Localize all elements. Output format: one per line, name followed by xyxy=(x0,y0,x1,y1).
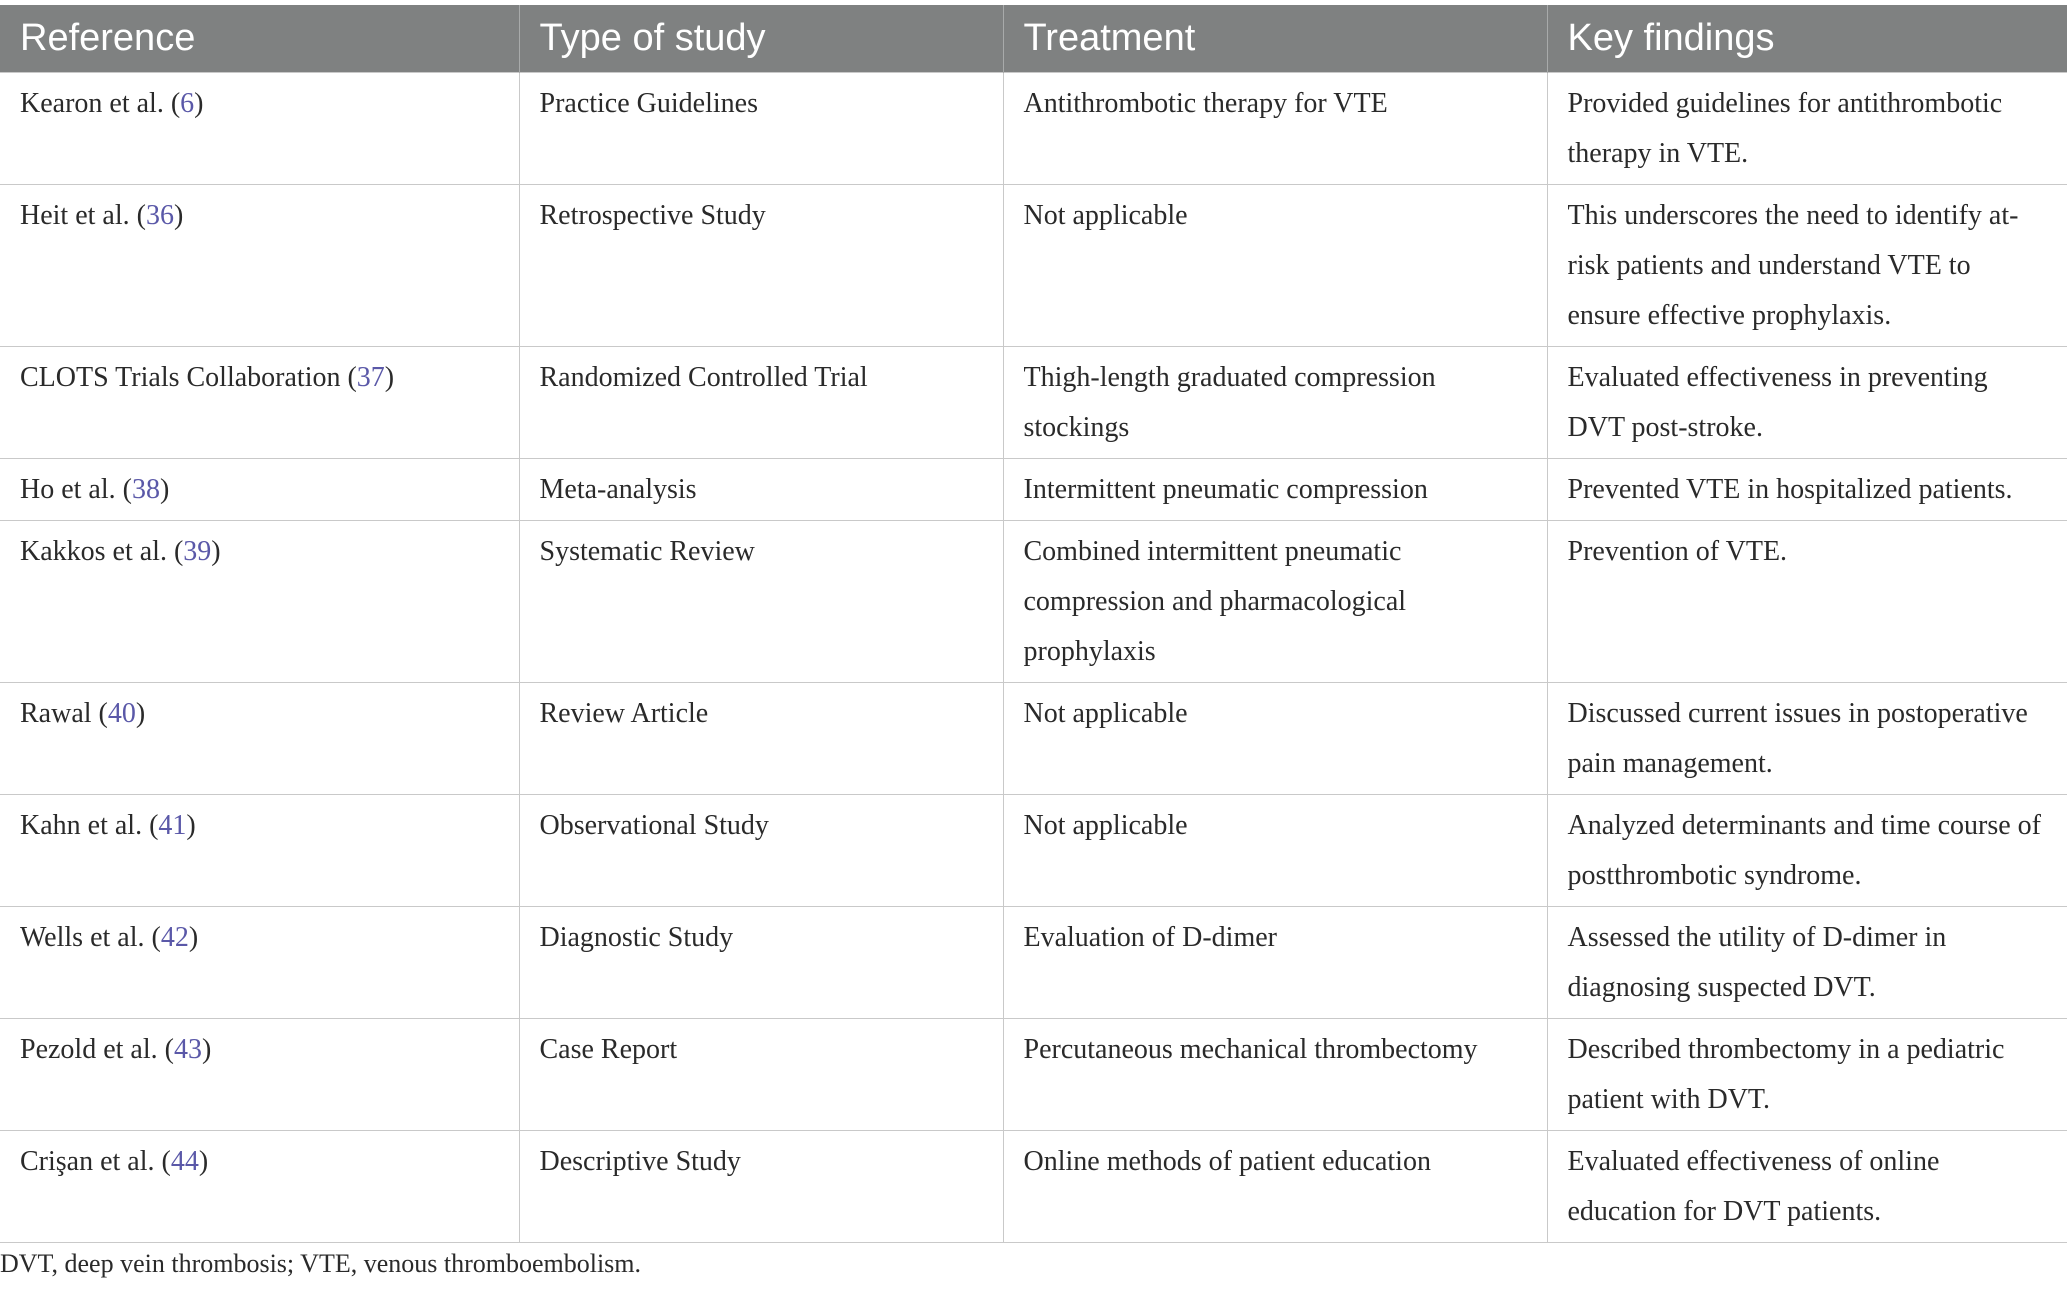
reference-link[interactable]: 44 xyxy=(170,1146,199,1177)
cell-reference xyxy=(0,795,519,907)
cell-key-findings: Assessed the utility of D-dimer in diagnosing suspected DVT. xyxy=(1547,907,2067,1019)
cell-key-findings: Described thrombectomy in a pediatric patient with DVT. xyxy=(1547,1019,2067,1131)
cell-type-of-study: Review Article xyxy=(519,683,1003,795)
cell-reference xyxy=(0,907,519,1019)
cell-treatment: Antithrombotic therapy for VTE xyxy=(1003,73,1547,185)
table-header-row xyxy=(0,5,2067,73)
reference-link[interactable]: 38 xyxy=(131,474,160,505)
cell-reference xyxy=(0,347,519,459)
cell-reference xyxy=(0,683,519,795)
closing-paren: ) xyxy=(159,474,170,505)
closing-paren: ) xyxy=(173,200,184,231)
author-text: Crişan et al. ( xyxy=(20,1146,171,1177)
table-row xyxy=(0,1131,2067,1243)
cell-type-of-study: Retrospective Study xyxy=(519,185,1003,347)
reference-link[interactable]: 42 xyxy=(160,922,189,953)
closing-paren: ) xyxy=(198,1146,209,1177)
cell-treatment: Combined intermittent pneumatic compression and pharmacological prophylaxis xyxy=(1003,521,1547,683)
cell-type-of-study: Meta-analysis xyxy=(519,459,1003,521)
closing-paren: ) xyxy=(186,810,196,841)
cell-reference xyxy=(0,185,519,347)
table-row xyxy=(0,459,2067,521)
table-row xyxy=(0,347,2067,459)
reference-link[interactable]: 37 xyxy=(356,362,385,393)
cell-treatment: Evaluation of D-dimer xyxy=(1003,907,1547,1019)
cell-reference xyxy=(0,459,519,521)
closing-paren: ) xyxy=(384,362,395,393)
studies-table-container xyxy=(0,5,2067,1243)
cell-reference xyxy=(0,521,519,683)
cell-key-findings: Analyzed determinants and time course of postthrombotic syndrome. xyxy=(1547,795,2067,907)
reference-link[interactable]: 6 xyxy=(180,88,195,119)
cell-key-findings: Prevention of VTE. xyxy=(1547,521,2067,683)
cell-reference xyxy=(0,1131,519,1243)
table-row xyxy=(0,907,2067,1019)
table-row xyxy=(0,521,2067,683)
table-row xyxy=(0,73,2067,185)
cell-key-findings: Discussed current issues in postoperative pain management. xyxy=(1547,683,2067,795)
table-body xyxy=(0,73,2067,1243)
author-text: CLOTS Trials Collaboration ( xyxy=(20,362,357,393)
cell-key-findings: Prevented VTE in hospitalized patients. xyxy=(1547,459,2067,521)
table-row xyxy=(0,185,2067,347)
author-text: Kearon et al. ( xyxy=(20,88,181,119)
author-text: Wells et al. ( xyxy=(20,922,161,953)
author-text: Heit et al. ( xyxy=(20,200,146,231)
header-treatment: Treatment xyxy=(1003,5,1547,73)
reference-link[interactable]: 41 xyxy=(158,810,187,841)
cell-type-of-study: Case Report xyxy=(519,1019,1003,1131)
cell-key-findings: Provided guidelines for antithrombotic therapy in VTE. xyxy=(1547,73,2067,185)
table-footnote: DVT, deep vein thrombosis; VTE, venous thromboembolism. xyxy=(0,1249,642,1278)
cell-type-of-study: Diagnostic Study xyxy=(519,907,1003,1019)
header-type-of-study: Type of study xyxy=(519,5,1003,73)
studies-table xyxy=(0,5,2067,1243)
author-text: Rawal ( xyxy=(20,698,108,729)
header-reference: Reference xyxy=(0,5,519,73)
reference-link[interactable]: 36 xyxy=(145,200,174,231)
author-text: Kahn et al. ( xyxy=(20,810,159,841)
cell-reference xyxy=(0,1019,519,1131)
closing-paren: ) xyxy=(211,536,221,567)
header-key-findings: Key findings xyxy=(1547,5,2067,73)
reference-link[interactable]: 40 xyxy=(107,698,136,729)
cell-treatment: Not applicable xyxy=(1003,795,1547,907)
cell-type-of-study: Systematic Review xyxy=(519,521,1003,683)
table-row xyxy=(0,683,2067,795)
reference-link[interactable]: 39 xyxy=(183,536,212,567)
cell-type-of-study: Practice Guidelines xyxy=(519,73,1003,185)
author-text: Kakkos et al. ( xyxy=(20,536,184,567)
cell-treatment: Percutaneous mechanical thrombectomy xyxy=(1003,1019,1547,1131)
cell-treatment: Not applicable xyxy=(1003,185,1547,347)
cell-treatment: Thigh-length graduated compression stockings xyxy=(1003,347,1547,459)
cell-type-of-study: Observational Study xyxy=(519,795,1003,907)
closing-paren: ) xyxy=(194,88,204,119)
cell-treatment: Intermittent pneumatic compression xyxy=(1003,459,1547,521)
reference-link[interactable]: 43 xyxy=(173,1034,202,1065)
author-text: Ho et al. ( xyxy=(20,474,132,505)
cell-key-findings: This underscores the need to identify at-risk patients and understand VTE to ensure effective prophylaxis. xyxy=(1547,185,2067,347)
cell-key-findings: Evaluated effectiveness in preventing DVT post-stroke. xyxy=(1547,347,2067,459)
closing-paren: ) xyxy=(135,698,146,729)
cell-type-of-study: Descriptive Study xyxy=(519,1131,1003,1243)
table-row xyxy=(0,795,2067,907)
closing-paren: ) xyxy=(188,922,199,953)
cell-key-findings: Evaluated effectiveness of online education for DVT patients. xyxy=(1547,1131,2067,1243)
cell-reference xyxy=(0,73,519,185)
cell-treatment: Online methods of patient education xyxy=(1003,1131,1547,1243)
table-row xyxy=(0,1019,2067,1131)
cell-treatment: Not applicable xyxy=(1003,683,1547,795)
cell-type-of-study: Randomized Controlled Trial xyxy=(519,347,1003,459)
author-text: Pezold et al. ( xyxy=(20,1034,174,1065)
closing-paren: ) xyxy=(201,1034,212,1065)
